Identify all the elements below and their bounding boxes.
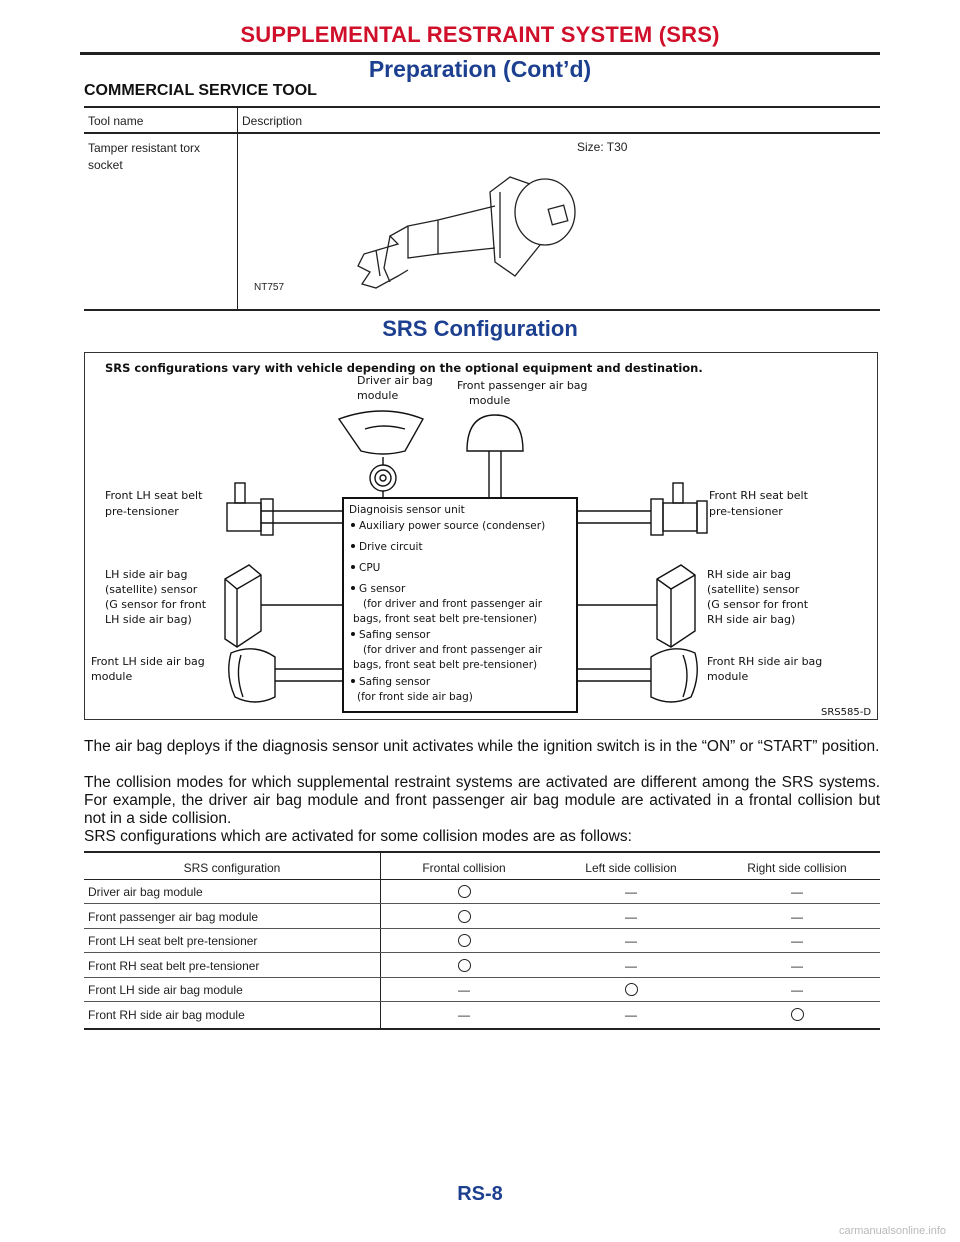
unit-item-2: Drive circuit xyxy=(359,541,423,553)
activated-circle-icon xyxy=(458,885,471,898)
unit-item-6: Safing sensor xyxy=(359,676,431,688)
torx-socket-illustration xyxy=(350,172,590,302)
label-rh-sensor-3: (G sensor for front xyxy=(707,598,809,611)
rh-side-airbag-module-icon xyxy=(577,649,697,702)
figure-banner: SRS configurations vary with vehicle depending on the optional equipment and destination. xyxy=(105,361,703,375)
driver-airbag-icon xyxy=(339,411,423,498)
paragraph-collision-modes: The collision modes for which supplemental restraint systems are activated are different among the SRS systems. For example, the driver air bag module and front passenger air bag module are activated in a frontal collision but not in a side collision. xyxy=(84,774,880,827)
label-lh-module-1: Front LH side air bag xyxy=(91,655,205,668)
table-cell-left: — xyxy=(625,958,637,973)
lh-satellite-sensor-icon xyxy=(225,565,343,647)
label-rh-sensor-2: (satellite) sensor xyxy=(707,583,800,596)
table-cell-left xyxy=(548,983,714,999)
unit-item-4: G sensor xyxy=(359,583,406,595)
activated-circle-icon xyxy=(458,910,471,923)
table-row-name: Front LH seat belt pre-tensioner xyxy=(88,934,258,949)
watermark: carmanualsonline.info xyxy=(838,1225,946,1237)
unit-item-4b: bags, front seat belt pre-tensioner) xyxy=(353,613,538,625)
tool-table-header-rule xyxy=(84,132,880,134)
tool-name-line2: socket xyxy=(88,158,123,172)
activation-table-header: Right side collision xyxy=(747,861,847,875)
table-row-name: Front RH side air bag module xyxy=(88,1008,245,1022)
rh-seat-belt-pretensioner-icon xyxy=(651,483,707,535)
table-row-divider xyxy=(84,1001,880,1002)
front-passenger-airbag-icon xyxy=(467,415,523,498)
label-lh-sensor-3: (G sensor for front xyxy=(105,598,207,611)
activation-table-bottom-rule xyxy=(84,1028,880,1030)
table-row-divider xyxy=(84,977,880,978)
label-rh-sensor-1: RH side air bag xyxy=(707,568,791,581)
table-cell-right: — xyxy=(791,934,803,949)
activated-circle-icon xyxy=(458,959,471,972)
table-cell-left: — xyxy=(625,934,637,949)
label-front-pass-2: module xyxy=(469,394,511,407)
tool-name-line1: Tamper resistant torx xyxy=(88,141,201,155)
activation-table-header-rule xyxy=(84,879,880,880)
label-front-pass-1: Front passenger air bag xyxy=(457,379,588,392)
table-cell-frontal: — xyxy=(458,1008,470,1022)
paragraph-deploy: The air bag deploys if the diagnosis sensor unit activates while the ignition switch is in the “ON” or “START” position. xyxy=(84,738,880,755)
tool-size: Size: T30 xyxy=(577,140,628,154)
table-row-name: Front RH seat belt pre-tensioner xyxy=(88,958,260,973)
col-header-tool-name: Tool name xyxy=(88,114,144,128)
unit-item-6a: (for front side air bag) xyxy=(357,691,473,703)
tool-table-bottom-rule xyxy=(84,309,880,311)
unit-item-4a: (for driver and front passenger air xyxy=(363,598,543,610)
srs-figure-id: SRS585-D xyxy=(821,707,872,718)
table-row-name: Front LH side air bag module xyxy=(88,983,243,998)
label-lh-belt-1: Front LH seat belt xyxy=(105,489,203,502)
table-row-divider xyxy=(84,952,880,953)
table-cell-frontal: — xyxy=(458,983,470,998)
label-rh-belt-1: Front RH seat belt xyxy=(709,489,808,502)
label-driver-airbag-1: Driver air bag xyxy=(357,374,433,387)
srs-configuration-heading: SRS Configuration xyxy=(382,316,578,341)
unit-item-1: Auxiliary power source (condenser) xyxy=(359,520,546,532)
manual-section-title: SUPPLEMENTAL RESTRAINT SYSTEM (SRS) xyxy=(240,22,720,47)
page-subtitle: Preparation (Cont’d) xyxy=(368,56,592,82)
table-row-divider xyxy=(84,928,880,929)
tool-table-top-rule xyxy=(84,106,880,108)
activation-table-header: Frontal collision xyxy=(422,861,506,875)
table-cell-frontal xyxy=(380,910,548,926)
tool-name-cell xyxy=(88,140,200,174)
paragraph-intro-table: SRS configurations which are activated for some collision modes are as follows: xyxy=(84,828,632,845)
unit-title: Diagnoisis sensor unit xyxy=(349,504,465,516)
table-cell-right: — xyxy=(791,909,803,924)
srs-configuration-figure xyxy=(84,352,878,720)
page-number: RS-8 xyxy=(457,1183,503,1205)
label-rh-module-1: Front RH side air bag xyxy=(707,655,823,668)
col-header-description: Description xyxy=(242,114,303,128)
table-cell-left: — xyxy=(625,909,637,924)
unit-item-5b: bags, front seat belt pre-tensioner) xyxy=(353,659,538,671)
table-cell-right: — xyxy=(791,885,803,899)
table-cell-frontal xyxy=(380,959,548,975)
table-row-name: Front passenger air bag module xyxy=(88,909,259,924)
activation-table-header: SRS configuration xyxy=(183,861,281,875)
label-lh-sensor-4: LH side air bag) xyxy=(105,613,192,626)
tool-table-column-divider xyxy=(237,108,238,310)
table-row-name: Driver air bag module xyxy=(88,885,203,899)
label-driver-airbag-2: module xyxy=(357,389,399,402)
lh-side-airbag-module-icon xyxy=(229,649,343,702)
commercial-tool-heading: COMMERCIAL SERVICE TOOL xyxy=(84,82,317,99)
table-cell-right xyxy=(714,1008,880,1024)
table-cell-frontal xyxy=(380,885,548,901)
tool-figure-id: NT757 xyxy=(254,282,285,293)
label-lh-belt-2: pre-tensioner xyxy=(105,505,179,518)
table-cell-left: — xyxy=(625,1008,637,1022)
activated-circle-icon xyxy=(625,983,638,996)
rh-satellite-sensor-icon xyxy=(577,565,695,647)
label-rh-belt-2: pre-tensioner xyxy=(709,505,783,518)
label-rh-sensor-4: RH side air bag) xyxy=(707,613,796,626)
table-cell-right: — xyxy=(791,983,803,998)
activation-table-header: Left side collision xyxy=(585,861,677,875)
activated-circle-icon xyxy=(458,934,471,947)
table-cell-left: — xyxy=(625,885,637,899)
label-lh-sensor-2: (satellite) sensor xyxy=(105,583,198,596)
activated-circle-icon xyxy=(791,1008,804,1021)
lh-seat-belt-pretensioner-icon xyxy=(227,483,273,535)
header-divider xyxy=(80,52,880,55)
table-cell-frontal xyxy=(380,934,548,950)
unit-item-5: Safing sensor xyxy=(359,629,431,641)
table-row-divider xyxy=(84,903,880,904)
label-lh-sensor-1: LH side air bag xyxy=(105,568,188,581)
label-lh-module-2: module xyxy=(91,670,133,683)
unit-item-5a: (for driver and front passenger air xyxy=(363,644,543,656)
table-cell-right: — xyxy=(791,958,803,973)
unit-item-3: CPU xyxy=(359,562,381,574)
label-rh-module-2: module xyxy=(707,670,749,683)
activation-table-top-rule xyxy=(84,851,880,853)
